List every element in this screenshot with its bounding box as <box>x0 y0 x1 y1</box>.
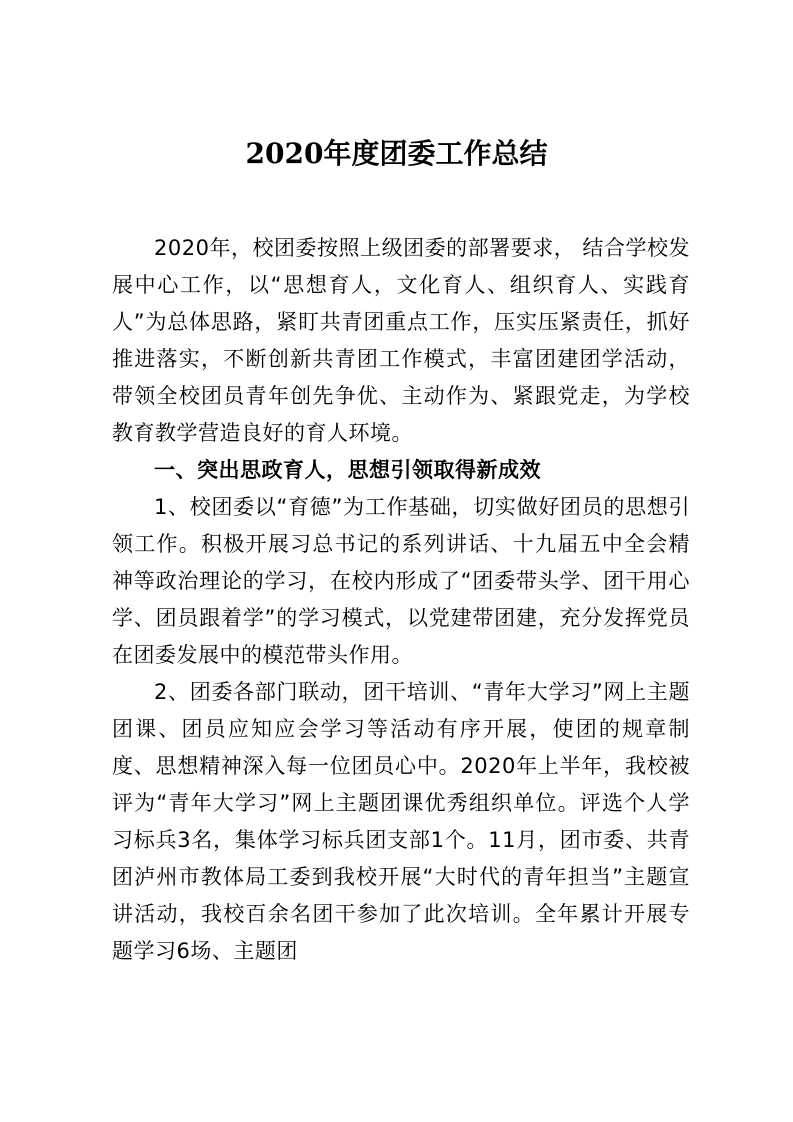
document-body <box>112 230 690 970</box>
section-heading: 一、突出思政育人，思想引领取得新成效 <box>154 458 541 482</box>
intro-paragraph: 2020年，校团委按照上级团委的部署要求， 结合学校发展中心工作，以“思想育人，文化育人、组织育人、实践育人”为总体思路，紧盯共青团重点工作，压实压紧责任，抓好推进落实，不断创新共青团工作模式，丰富团建团学活动，带领全校团员青年创先争优、主动作为、紧跟党走，为学校教育教学营造良好的育人环境。 <box>112 236 690 445</box>
section-paragraph-1: 1、校团委以“育德”为工作基础，切实做好团员的思想引领工作。积极开展习总书记的系列讲话、十九届五中全会精神等政治理论的学习，在校内形成了“团委带头学、团干用心学、团员跟着学”的学习模式，以党建带团建，充分发挥党员在团委发展中的模范带头作用。 <box>112 495 690 667</box>
section-paragraph-2: 2、团委各部门联动，团干培训、“青年大学习”网上主题团课、团员应知应会学习等活动有序开展，使团的规章制度、思想精神深入每一位团员心中。2020年上半年，我校被评为“青年大学习”网上主题团课优秀组织单位。评选个人学习标兵3名，集体学习标兵团支部1个。11月，团市委、共青团泸州市教体局工委到我校开展“大时代的青年担当”主题宣讲活动，我校百余名团干参加了此次培训。全年累计开展专题学习6场、主题团 <box>112 680 690 963</box>
document-title: 2020年度团委工作总结 <box>245 137 548 170</box>
